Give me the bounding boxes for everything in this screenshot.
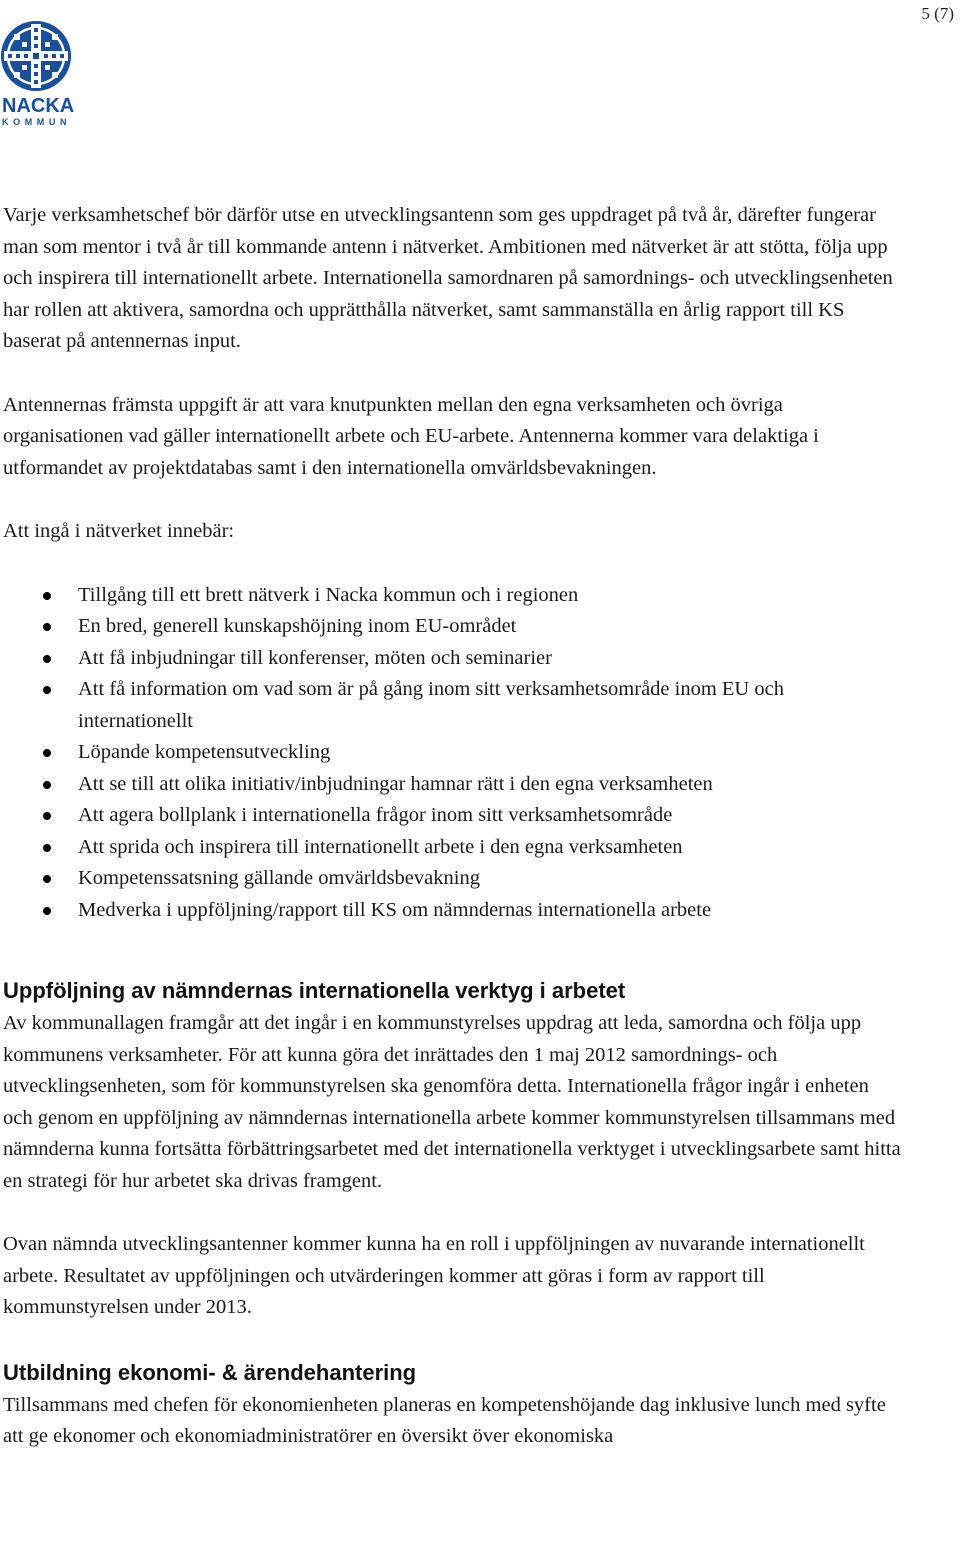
bullet-icon xyxy=(43,592,51,600)
paragraph: Att ingå i nätverket innebär: xyxy=(3,520,235,542)
paragraph: Antennernas främsta uppgift är att vara knutpunkten mellan den egna verksamheten och övriga organisationen vad gäller internationellt arbete och EU-arbete. Antennerna kommer vara delaktiga i utformandet av projektdatabas samt i den internationella omvärldsbevakningen. xyxy=(3,393,819,479)
list-item-text: Löpande kompetensutveckling xyxy=(78,741,331,763)
list-item xyxy=(3,769,903,801)
logo-name: NACKA xyxy=(2,95,75,117)
list-item xyxy=(3,611,903,643)
bullet-icon xyxy=(43,781,51,789)
bullet-icon xyxy=(43,623,51,631)
document-body xyxy=(3,200,903,1485)
logo-subtitle: KOMMUN xyxy=(2,117,72,127)
nacka-emblem-icon xyxy=(0,20,72,92)
bullet-icon xyxy=(43,844,51,852)
paragraph: Av kommunallagen framgår att det ingår i en kommunstyrelses uppdrag att leda, samordna och följa upp kommunens verksamheter. För att kunna göra det inrättades den 1 maj 2012 samordnings- och utvecklingsenheten, som för kommunstyrelsen ska genomföra detta. Internationella frågor ingår i enheten och genom en uppföljning av nämndernas internationella arbete kommer kommunstyrelsen tillsammans med nämnderna kunna fortsätta förbättringsarbetet med det internationella verktyget i utvecklingsarbete samt hitta en strategi för hur arbetet ska drivas framgent. xyxy=(3,1012,901,1192)
list-item xyxy=(3,737,903,769)
list-item xyxy=(3,895,903,927)
list-item-text: Medverka i uppföljning/rapport till KS om nämndernas internationella arbete xyxy=(78,898,712,921)
paragraph: Tillsammans med chefen för ekonomienheten planeras en kompetenshöjande dag inklusive lunch med syfte att ge ekonomer och ekonomiadministratörer en översikt över ekonomiska xyxy=(3,1393,886,1447)
list-item xyxy=(3,643,903,675)
list-item-text: Att se till att olika initiativ/inbjudningar hamnar rätt i den egna verksamheten xyxy=(78,772,713,795)
list-item-text: Att få information om vad som är på gång inom sitt verksamhetsområde inom EU och internationellt xyxy=(78,678,784,732)
list-item-text: Att få inbjudningar till konferenser, möten och seminarier xyxy=(78,646,552,669)
section-heading: Uppföljning av nämndernas internationella verktyg i arbetet xyxy=(3,978,626,1003)
section-heading: Utbildning ekonomi- & ärendehantering xyxy=(3,1359,417,1385)
list-item xyxy=(3,832,903,864)
bullet-list xyxy=(3,580,903,927)
bullet-icon xyxy=(43,655,51,663)
bullet-icon xyxy=(43,812,51,820)
list-item xyxy=(3,800,903,832)
bullet-icon xyxy=(43,875,51,883)
list-item-text: Kompetenssatsning gällande omvärldsbevakning xyxy=(78,867,480,889)
page-number: 5 (7) xyxy=(921,4,954,23)
list-item-text: Tillgång till ett brett nätverk i Nacka kommun och i regionen xyxy=(78,583,579,606)
nacka-kommun-logo xyxy=(0,20,80,130)
bullet-icon xyxy=(43,749,51,757)
paragraph: Varje verksamhetschef bör därför utse en utvecklingsantenn som ges uppdraget på två år, därefter fungerar man som mentor i två år till kommande antenn i nätverket. Ambitionen med nätverket är att stötta, följa upp och inspirera till internationellt arbete. Internationella samordnaren på samordnings- och utvecklingsenheten har rollen att aktivera, samordna och upprätthålla nätverket, samt sammanställa en årlig rapport till KS baserat på antennernas input. xyxy=(3,204,893,352)
list-item-text: Att agera bollplank i internationella frågor inom sitt verksamhetsområde xyxy=(78,804,673,826)
bullet-icon xyxy=(43,686,51,694)
list-item-text: En bred, generell kunskapshöjning inom EU-området xyxy=(78,615,517,637)
list-item xyxy=(3,580,903,612)
bullet-icon xyxy=(43,907,51,915)
list-item xyxy=(3,863,903,895)
list-item xyxy=(3,674,903,737)
list-item-text: Att sprida och inspirera till internationellt arbete i den egna verksamheten xyxy=(78,835,683,858)
paragraph: Ovan nämnda utvecklingsantenner kommer kunna ha en roll i uppföljningen av nuvarande internationellt arbete. Resultatet av uppföljningen och utvärderingen kommer att göras i form av rapport till kommunstyrelsen under 2013. xyxy=(3,1233,865,1318)
